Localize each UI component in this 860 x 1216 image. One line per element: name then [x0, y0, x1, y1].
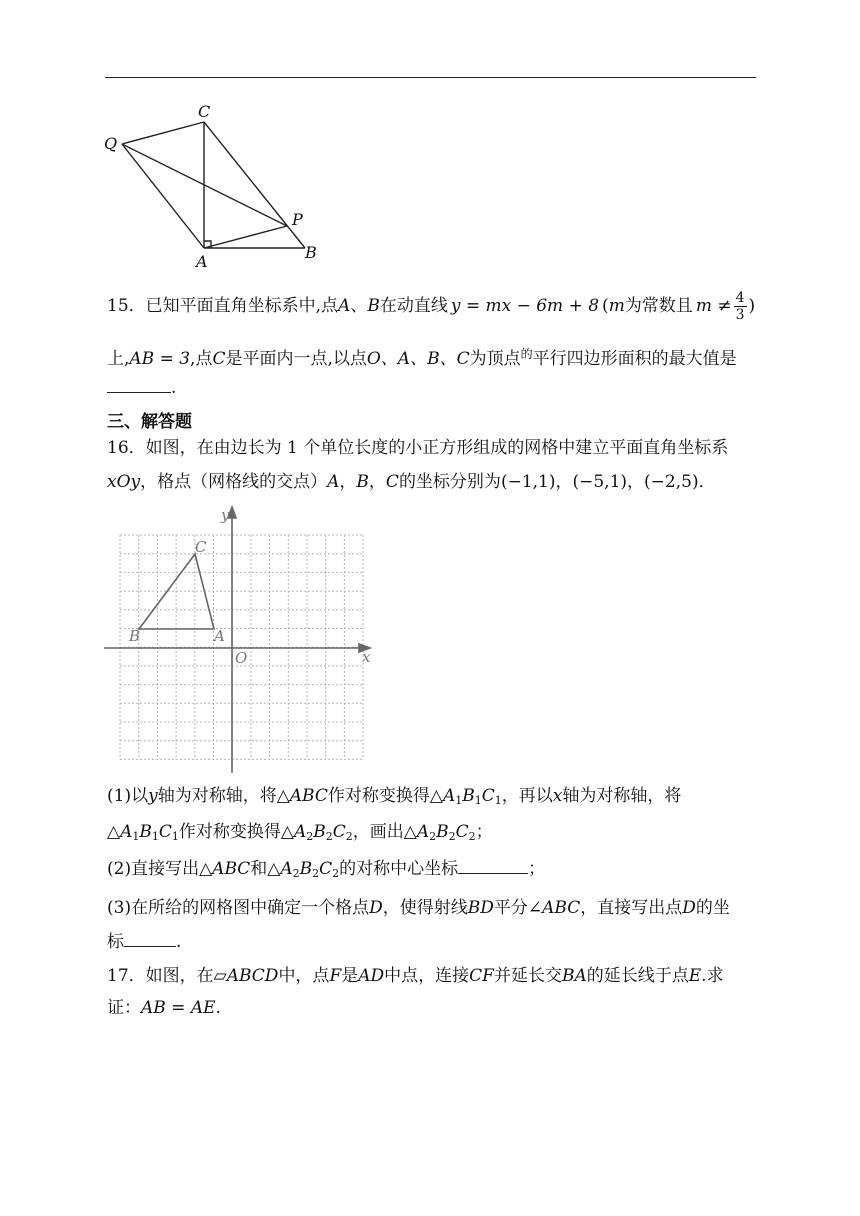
segment-AP	[204, 226, 287, 248]
answer-blank[interactable]	[107, 376, 171, 393]
label-P: P	[292, 210, 303, 229]
section-heading: 三、解答题	[107, 412, 192, 432]
q16-line2: xOy，格点（网格线的交点）A，B，C的坐标分别为(−1,1)，(−5,1)，(−2,5)．	[107, 472, 716, 492]
answer-blank[interactable]	[458, 857, 528, 874]
label-x: x	[362, 648, 371, 666]
q15-line2: 上,AB = 3,点C是平面内一点,以点O、A、B、C为顶点$^的$平行四边形面积的最大值是	[107, 347, 737, 369]
q16-line1: 16．如图，在由边长为 1 个单位长度的小正方形组成的网格中建立平面直角坐标系	[107, 438, 729, 458]
segment-CB	[204, 122, 305, 248]
q16-part1-line1: (1)以y轴为对称轴，将△ABC作对称变换得$\triangle A_1B_1C_1$，再以x轴为对称轴，将	[107, 786, 682, 807]
q16-part2: (2)直接写出△ABC和$\triangle A_2B_2C_2$的对称中心坐标 ；	[107, 859, 546, 880]
q17-line2: 证：AB = AE.	[107, 998, 221, 1018]
answer-blank[interactable]	[124, 930, 176, 947]
label-y: y	[221, 506, 230, 524]
q15-line3: .	[107, 376, 176, 400]
label-A: A	[214, 627, 225, 645]
header-rule	[105, 77, 756, 78]
q17-line1: 17．如图，在▱ABCD中，点F是AD中点，连接CF并延长交BA的延长线于点E.求	[107, 966, 724, 986]
label-A: A	[196, 252, 208, 271]
label-Q: Q	[104, 134, 118, 153]
q16-part1-line2: $\triangle A_1B_1C_1$作对称变换得$\triangle A_2B_2C_2$，画出$\triangle A_2B_2C_2$；	[107, 822, 493, 843]
segment-QC	[122, 122, 204, 144]
coordinate-grid-figure	[104, 505, 376, 775]
q15-line1: 15．已知平面直角坐标系中,点A、B在动直线 y = mx − 6m + 8 (m为常数且 m ≠ $\frac{4}{3}$ )	[107, 290, 756, 323]
parallelogram-figure	[100, 98, 330, 273]
label-B: B	[129, 627, 141, 645]
label-C: C	[195, 538, 207, 556]
label-B: B	[305, 243, 317, 262]
label-O: O	[235, 649, 248, 667]
segment-QA	[122, 144, 204, 248]
q16-part3-line1: (3)在所给的网格图中确定一个格点D，使得射线BD平分∠ABC，直接写出点D的坐	[107, 898, 730, 918]
label-C: C	[198, 102, 211, 121]
q16-part3-line2: 标 .	[107, 932, 182, 952]
fraction: $\frac{4}{3}$	[735, 290, 745, 323]
